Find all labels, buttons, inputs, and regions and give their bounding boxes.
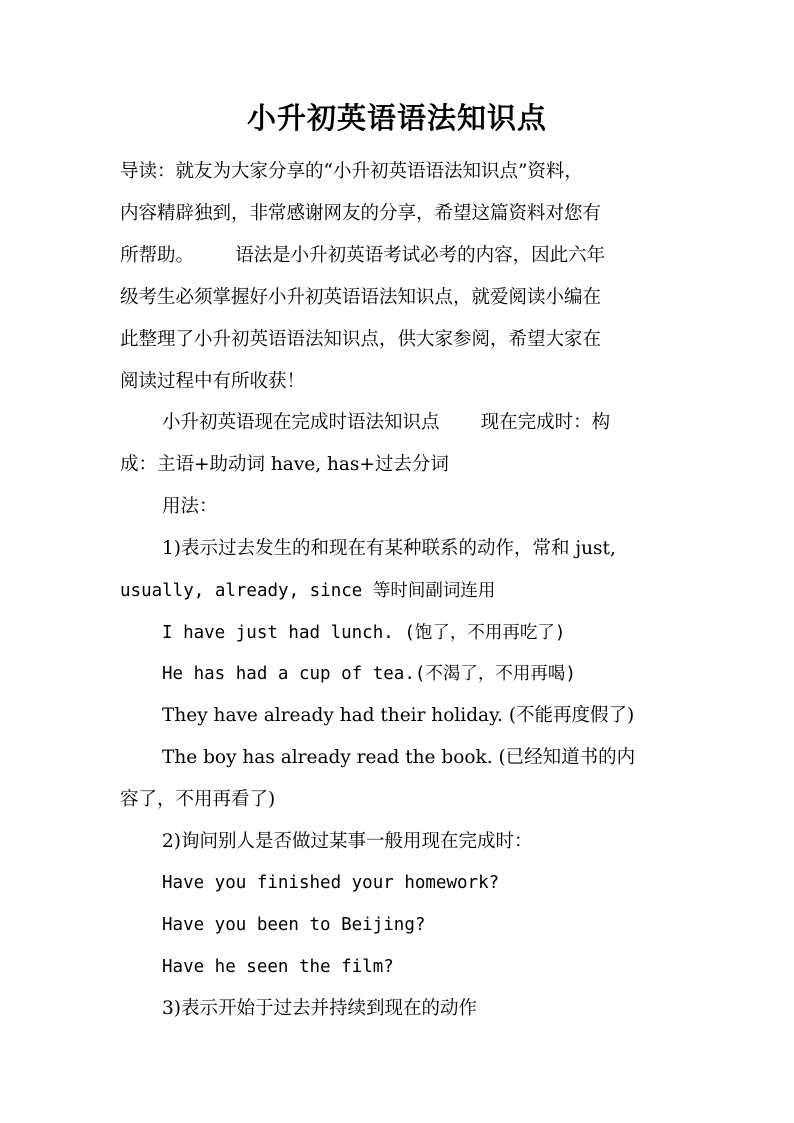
paragraph-line: 用法： bbox=[162, 496, 218, 517]
paragraph-line: 级考生必须掌握好小升初英语语法知识点，就爱阅读小编在 bbox=[120, 287, 602, 308]
example-sentence: I have just had lunch. (饱了，不用再吃了) bbox=[162, 623, 566, 643]
document-title: 小升初英语语法知识点 bbox=[246, 101, 547, 135]
paragraph-line: 所帮助。 语法是小升初英语考试必考的内容，因此六年 bbox=[120, 245, 606, 266]
paragraph-line: 成：主语+助动词 have, has+过去分词 bbox=[120, 454, 449, 475]
example-sentence: Have you been to Beijing? bbox=[162, 915, 426, 935]
paragraph-line: 3)表示开始于过去并持续到现在的动作 bbox=[162, 998, 477, 1019]
example-sentence: He has had a cup of tea.(不渴了，不用再喝) bbox=[162, 664, 576, 684]
example-sentence: The boy has already read the book. (已经知道书的内 bbox=[162, 747, 636, 768]
paragraph-line: 此整理了小升初英语语法知识点，供大家参阅，希望大家在 bbox=[120, 329, 602, 350]
paragraph-line: 阅读过程中有所收获！ bbox=[120, 371, 306, 392]
example-sentence: Have he seen the film? bbox=[162, 957, 394, 977]
paragraph-line: 导读：就友为大家分享的“小升初英语语法知识点”资料， bbox=[120, 161, 583, 182]
paragraph-line: 1)表示过去发生的和现在有某种联系的动作，常和 just, bbox=[162, 538, 616, 559]
example-sentence: Have you finished your homework? bbox=[162, 873, 500, 893]
paragraph-line: 2)询问别人是否做过某事一般用现在完成时： bbox=[162, 831, 533, 852]
example-sentence: They have already had their holiday. (不能再度假了) bbox=[162, 705, 635, 726]
paragraph-line: 内容精辟独到，非常感谢网友的分享，希望这篇资料对您有 bbox=[120, 203, 602, 224]
section-heading-line: 小升初英语现在完成时语法知识点 现在完成时：构 bbox=[162, 412, 611, 433]
paragraph-line: 容了，不用再看了) bbox=[120, 789, 276, 810]
paragraph-line: usually, already, since 等时间副词连用 bbox=[120, 581, 496, 601]
